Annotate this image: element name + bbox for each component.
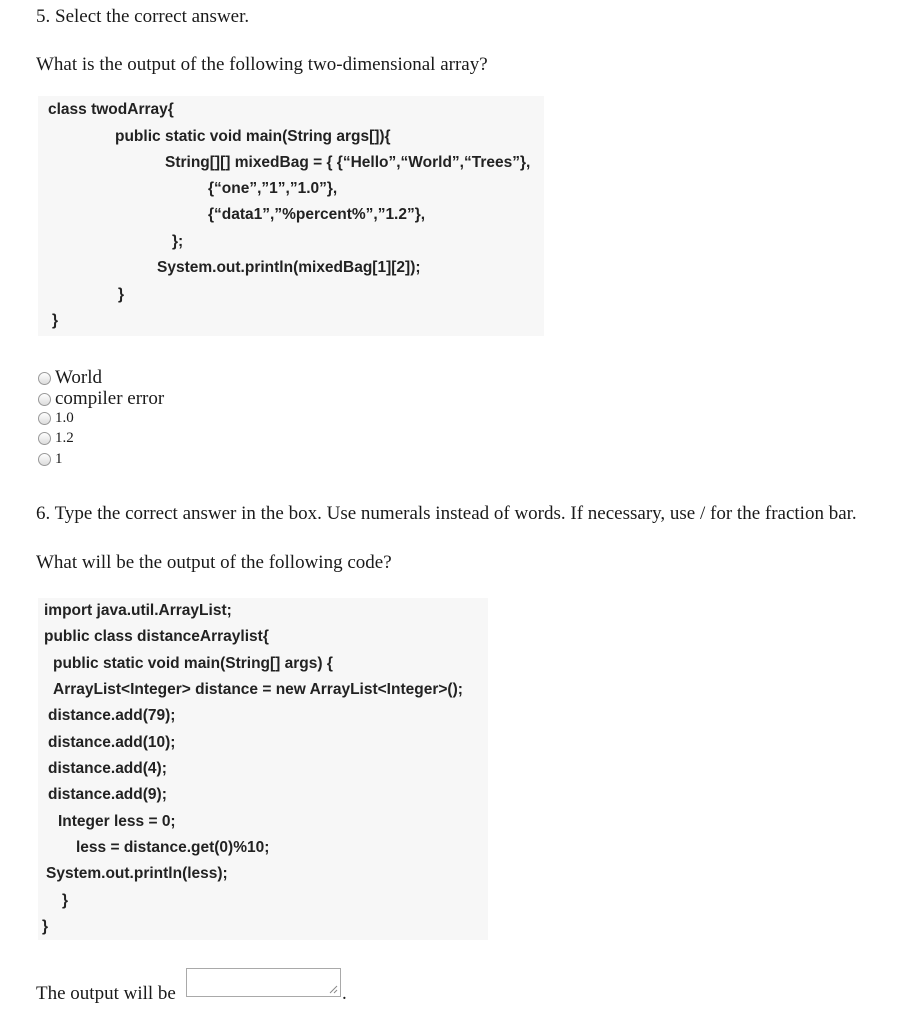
code-line: public static void main(String[] args) { xyxy=(53,655,333,672)
code-line: distance.add(4); xyxy=(48,760,167,777)
code-line: public static void main(String args[]){ xyxy=(115,128,391,145)
q5-option-1-0[interactable] xyxy=(38,410,74,427)
code-line: System.out.println(mixedBag[1][2]); xyxy=(157,259,421,276)
q6-heading: 6. Type the correct answer in the box. Use numerals instead of words. If necessary, use / for the fraction bar. xyxy=(36,503,857,524)
q5-question: What is the output of the following two-dimensional array? xyxy=(36,54,488,75)
answer-suffix: . xyxy=(342,983,347,1004)
q5-option-compiler-error[interactable] xyxy=(38,388,164,410)
code-line: {“one”,”1”,”1.0”}, xyxy=(208,180,338,197)
code-line: less = distance.get(0)%10; xyxy=(76,839,270,856)
code-line: } xyxy=(52,312,59,329)
code-line: {“data1”,”%percent%”,”1.2”}, xyxy=(208,206,426,223)
option-label: 1 xyxy=(55,451,63,467)
code-line: distance.add(79); xyxy=(48,707,176,724)
radio-button[interactable] xyxy=(38,372,51,385)
code-line: class twodArray{ xyxy=(48,101,174,118)
resize-handle-icon[interactable] xyxy=(329,985,338,994)
code-line: } xyxy=(118,286,125,303)
radio-button[interactable] xyxy=(38,453,51,466)
q5-heading: 5. Select the correct answer. xyxy=(36,6,250,27)
q5-option-world[interactable] xyxy=(38,367,102,389)
option-label: 1.2 xyxy=(55,430,74,446)
option-label: compiler error xyxy=(55,388,165,409)
code-line: ArrayList<Integer> distance = new ArrayList<Integer>(); xyxy=(53,681,463,698)
radio-button[interactable] xyxy=(38,412,51,425)
code-line: distance.add(10); xyxy=(48,734,176,751)
code-line: public class distanceArraylist{ xyxy=(44,628,269,645)
code-line: distance.add(9); xyxy=(48,786,167,803)
q5-option-1[interactable] xyxy=(38,451,63,468)
code-line: String[][] mixedBag = { {“Hello”,“World”,“Trees”}, xyxy=(165,154,531,171)
code-line: Integer less = 0; xyxy=(58,813,176,830)
q6-question: What will be the output of the following code? xyxy=(36,552,392,573)
answer-input[interactable] xyxy=(186,968,341,997)
radio-button[interactable] xyxy=(38,393,51,406)
code-line: import java.util.ArrayList; xyxy=(44,602,232,619)
code-line: } xyxy=(62,892,69,909)
option-label: World xyxy=(55,367,103,388)
option-label: 1.0 xyxy=(55,410,74,426)
q5-option-1-2[interactable] xyxy=(38,430,74,447)
answer-prefix: The output will be xyxy=(36,983,176,1004)
code-line: }; xyxy=(172,233,184,250)
radio-button[interactable] xyxy=(38,432,51,445)
code-line: System.out.println(less); xyxy=(46,865,228,882)
code-line: } xyxy=(42,918,49,935)
